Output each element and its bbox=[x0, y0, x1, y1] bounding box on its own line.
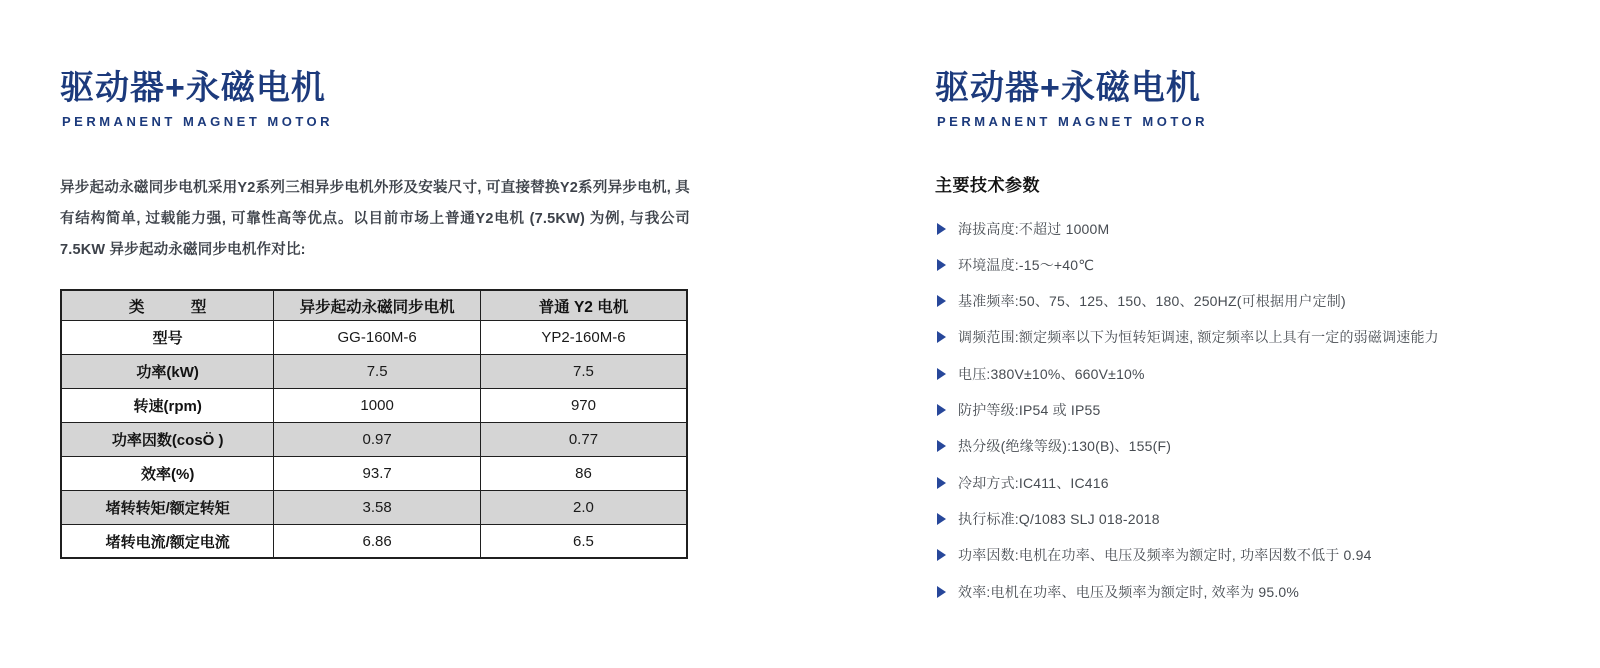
row-label: 转速(rpm) bbox=[61, 388, 274, 422]
triangle-bullet-icon bbox=[937, 404, 946, 416]
parameter-text: 热分级(绝缘等级):130(B)、155(F) bbox=[958, 438, 1172, 455]
row-label: 型号 bbox=[61, 320, 274, 354]
cell-value: 7.5 bbox=[274, 354, 481, 388]
parameter-item bbox=[935, 501, 1583, 537]
page-title: 驱动器+永磁电机 bbox=[935, 69, 1201, 107]
table-row bbox=[61, 456, 687, 490]
triangle-bullet-icon bbox=[937, 368, 946, 380]
table-row bbox=[61, 354, 687, 388]
row-label: 堵转转矩/额定转矩 bbox=[61, 490, 274, 524]
header-label: 类 型 bbox=[128, 298, 207, 316]
header-label: 普通 Y2 电机 bbox=[538, 298, 629, 316]
table-header-row bbox=[61, 290, 687, 320]
triangle-bullet-icon bbox=[937, 223, 946, 235]
cell-value: 0.77 bbox=[480, 422, 687, 456]
cell-value: 7.5 bbox=[480, 354, 687, 388]
cell-value: 6.5 bbox=[480, 524, 687, 558]
parameter-text: 防护等级:IP54 或 IP55 bbox=[958, 402, 1101, 419]
table-row bbox=[61, 388, 687, 422]
table-row bbox=[61, 422, 687, 456]
cell-value: 2.0 bbox=[480, 490, 687, 524]
triangle-bullet-icon bbox=[937, 440, 946, 452]
row-label: 堵转电流/额定电流 bbox=[61, 524, 274, 558]
triangle-bullet-icon bbox=[937, 513, 946, 525]
comparison-table bbox=[60, 289, 688, 559]
header-cell-y2-motor bbox=[480, 290, 687, 320]
cell-value: GG-160M-6 bbox=[274, 320, 481, 354]
parameter-item bbox=[935, 247, 1583, 283]
page-title: 驱动器+永磁电机 bbox=[60, 69, 326, 107]
parameter-text: 电压:380V±10%、660V±10% bbox=[958, 365, 1145, 382]
left-page bbox=[60, 70, 690, 559]
cell-value: 970 bbox=[480, 388, 687, 422]
parameter-text: 海拔高度:不超过 1000M bbox=[958, 220, 1110, 237]
parameter-text: 功率因数:电机在功率、电压及频率为额定时, 功率因数不低于 0.94 bbox=[958, 547, 1372, 564]
page-subtitle: PERMANENT MAGNET MOTOR bbox=[937, 114, 1209, 130]
parameter-text: 执行标准:Q/1083 SLJ 018-2018 bbox=[958, 510, 1160, 527]
parameter-text: 冷却方式:IC411、IC416 bbox=[958, 474, 1109, 491]
parameter-item bbox=[935, 210, 1583, 246]
parameter-item bbox=[935, 319, 1583, 355]
triangle-bullet-icon bbox=[937, 331, 946, 343]
parameter-item bbox=[935, 428, 1583, 464]
header-label: 异步起动永磁同步电机 bbox=[299, 298, 455, 316]
section-heading: 主要技术参数 bbox=[935, 176, 1040, 196]
table-row bbox=[61, 490, 687, 524]
parameter-text: 效率:电机在功率、电压及频率为额定时, 效率为 95.0% bbox=[958, 583, 1300, 600]
parameter-item bbox=[935, 356, 1583, 392]
cell-value: 3.58 bbox=[274, 490, 481, 524]
triangle-bullet-icon bbox=[937, 586, 946, 598]
parameter-item bbox=[935, 392, 1583, 428]
parameter-text: 环境温度:-15～+40℃ bbox=[958, 256, 1095, 273]
header-cell-type bbox=[61, 290, 274, 320]
table-row bbox=[61, 320, 687, 354]
parameter-item bbox=[935, 464, 1583, 500]
cell-value: 93.7 bbox=[274, 456, 481, 490]
row-label: 效率(%) bbox=[61, 456, 274, 490]
row-label: 功率(kW) bbox=[61, 354, 274, 388]
cell-value: 6.86 bbox=[274, 524, 481, 558]
cell-value: 1000 bbox=[274, 388, 481, 422]
parameter-item bbox=[935, 573, 1583, 609]
page-subtitle: PERMANENT MAGNET MOTOR bbox=[62, 114, 334, 130]
triangle-bullet-icon bbox=[937, 295, 946, 307]
intro-paragraph: 异步起动永磁同步电机采用Y2系列三相异步电机外形及安装尺寸, 可直接替换Y2系列异步电机, 具有结构简单, 过载能力强, 可靠性高等优点。以目前市场上普通Y2电机 (7.5KW) 为例, 与我公司 7.5KW 异步起动永磁同步电机作对比: bbox=[60, 180, 690, 259]
row-label: 功率因数(cosÖ ) bbox=[61, 422, 274, 456]
cell-value: 86 bbox=[480, 456, 687, 490]
triangle-bullet-icon bbox=[937, 477, 946, 489]
parameter-item bbox=[935, 537, 1583, 573]
parameter-item bbox=[935, 283, 1583, 319]
cell-value: YP2-160M-6 bbox=[480, 320, 687, 354]
header-cell-pm-motor bbox=[274, 290, 481, 320]
cell-value: 0.97 bbox=[274, 422, 481, 456]
parameter-text: 调频范围:额定频率以下为恒转矩调速, 额定频率以上具有一定的弱磁调速能力 bbox=[958, 329, 1439, 346]
parameter-list bbox=[935, 210, 1583, 609]
triangle-bullet-icon bbox=[937, 549, 946, 561]
parameter-text: 基准频率:50、75、125、150、180、250HZ(可根据用户定制) bbox=[958, 293, 1346, 310]
triangle-bullet-icon bbox=[937, 259, 946, 271]
right-page bbox=[935, 70, 1583, 610]
table-row bbox=[61, 524, 687, 558]
